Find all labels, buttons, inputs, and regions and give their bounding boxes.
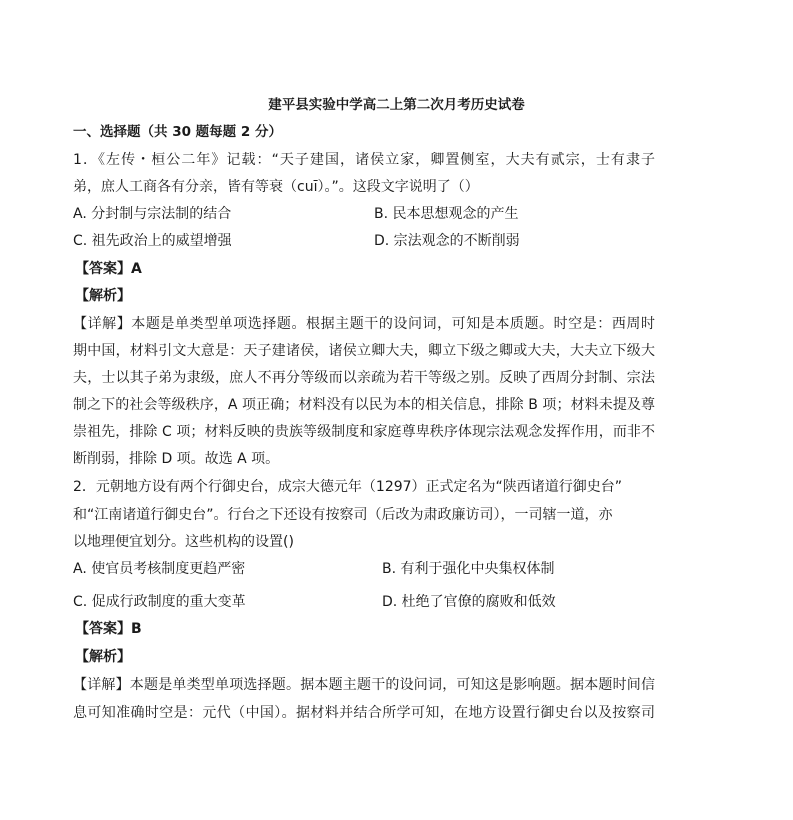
section-heading: 一、选择题（共 30 题每题 2 分）	[73, 124, 282, 140]
q1-option-a: A. 分封制与宗法制的结合	[73, 206, 232, 222]
q1-analysis-label: 【解析】	[75, 288, 131, 304]
q1-answer: 【答案】A	[75, 261, 142, 277]
q2-stem-line-1: 2．元朝地方设有两个行御史台，成宗大德元年（1297）正式定名为“陕西诸道行御史台”	[73, 479, 623, 495]
q1-option-c: C. 祖先政治上的威望增强	[73, 233, 232, 249]
q1-option-d: D. 宗法观念的不断削弱	[374, 233, 520, 249]
q2-option-a: A. 使官员考核制度更趋严密	[73, 561, 246, 577]
q2-option-c: C. 促成行政制度的重大变革	[73, 594, 246, 610]
q2-option-b: B. 有利于强化中央集权体制	[382, 561, 555, 577]
q1-detail-line: 【详解】本题是单类型单项选择题。根据主题干的设问词，可知是本质题。时空是：西周时	[73, 316, 655, 332]
q2-stem-line-2: 和“江南诸道行御史台”。行台之下还设有按察司（后改为肃政廉访司），一司辖一道，亦	[73, 507, 613, 523]
q2-answer: 【答案】B	[75, 621, 142, 637]
q2-analysis-label: 【解析】	[75, 649, 131, 665]
q1-option-b: B. 民本思想观念的产生	[374, 206, 519, 222]
q2-option-d: D. 杜绝了官僚的腐败和低效	[382, 594, 556, 610]
q2-detail-line: 息可知准确时空是：元代（中国）。据材料并结合所学可知，在地方设置行御史台以及按察司	[73, 705, 655, 721]
q2-stem-line-3: 以地理便宜划分。这些机构的设置()	[73, 534, 294, 550]
q1-detail-line: 夫，士以其子弟为隶级，庶人不再分等级而以亲疏为若干等级之别。反映了西周分封制、宗法	[73, 370, 655, 386]
q1-detail-line: 崇祖先，排除 C 项；材料反映的贵族等级制度和家庭尊卑秩序体现宗法观念发挥作用，而非不	[73, 424, 655, 440]
q1-stem-line-1: 1．《左传・桓公二年》记载：“天子建国，诸侯立家，卿置侧室，大夫有贰宗，士有隶子	[73, 152, 655, 168]
q1-detail-line: 制之下的社会等级秩序，A 项正确；材料没有以民为本的相关信息，排除 B 项；材料未提及尊	[73, 397, 655, 413]
q1-detail-line: 期中国，材料引文大意是：天子建诸侯，诸侯立卿大夫，卿立下级之卿或大夫，大夫立下级大	[73, 343, 655, 359]
q2-detail-line: 【详解】本题是单类型单项选择题。据本题主题干的设问词，可知这是影响题。据本题时间信	[73, 677, 655, 693]
q1-stem-line-2: 弟，庶人工商各有分亲，皆有等衰（cuī）。”。这段文字说明了（）	[73, 179, 479, 195]
exam-title: 建平县实验中学高二上第二次月考历史试卷	[268, 97, 525, 113]
q1-detail-line: 断削弱，排除 D 项。故选 A 项。	[73, 451, 280, 467]
